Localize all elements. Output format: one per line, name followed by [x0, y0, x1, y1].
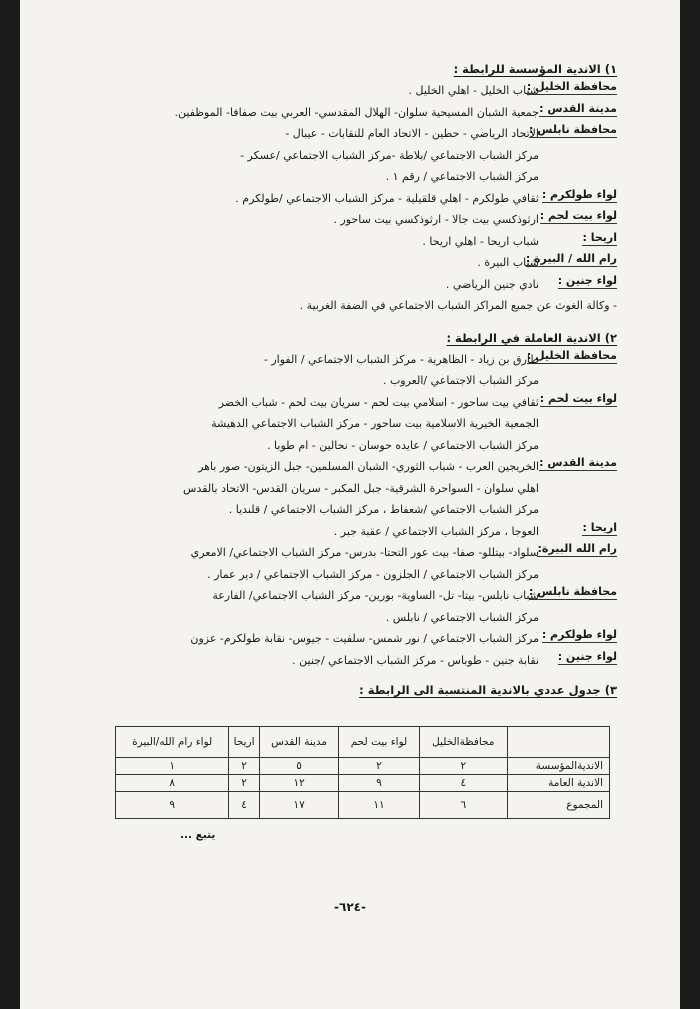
entry-line: مركز الشباب الاجتماعي / نور شمس- سلفيت - جيوس- نقابة طولكرم- عزون	[190, 632, 539, 645]
table-header-cell: محافظةالخليل	[419, 727, 507, 758]
entry-label	[539, 521, 617, 543]
section1-note: - وكالة الغوث عن جميع المراكز الشباب الاجتماعي في الضفة الغربية .	[299, 299, 617, 312]
entry-line: جمعية الشبان المسيحية سلوان- الهلال المقدسي- العربي بيت صفافا- الموظفين.	[174, 105, 539, 119]
table-cell: ٢	[339, 758, 419, 775]
entry-line: الجمعية الخيرية الاسلامية بيت ساحور - مركز الشباب الاجتماعي الدهيشة	[211, 417, 539, 430]
entry-line: طارق بن زياد - الظاهرية - مركز الشباب الاجتماعي / الفوار -	[263, 352, 539, 366]
entry-block	[95, 80, 617, 102]
entry-label	[539, 456, 617, 521]
entry-label-text: لواء طولكرم :	[541, 628, 617, 641]
entry-label-text: محافظة نابلس :	[529, 585, 617, 598]
entry-label-text: لواء جنين :	[557, 649, 617, 663]
entry-lines	[95, 650, 539, 672]
entry-label	[539, 188, 617, 210]
entry-label-text: محافظة نابلس :	[529, 123, 617, 136]
entry-line: مركز الشباب الاجتماعي / الجلزون - مركز الشباب الاجتماعي / دير عمار .	[207, 567, 539, 581]
entry-line: سلواد- بيتللو- صفا- بيت عور التحتا- بدرس- مركز الشباب الاجتماعي/ الامعري	[190, 546, 539, 559]
entry-label	[529, 585, 617, 628]
entry-label-text: اريحا :	[582, 520, 617, 534]
entry-line: العوجا ، مركز الشباب الاجتماعي / عقبة جبر .	[333, 524, 539, 538]
entry-block	[95, 188, 617, 210]
entry-label-text: لواء بيت لحم :	[539, 391, 617, 405]
entry-lines	[95, 585, 539, 628]
entry-lines	[95, 188, 539, 210]
table-header-cell: لواء رام الله/البيرة	[116, 727, 229, 758]
entry-block	[95, 650, 617, 672]
table-cell: ١٢	[259, 775, 338, 792]
entry-label	[526, 348, 617, 392]
entry-label	[539, 209, 617, 231]
entry-lines	[95, 274, 539, 296]
entry-line: اهلي سلوان - السواحرة الشرقية- جبل المكبر - سريان القدس- الاتحاد بالقدس	[183, 481, 539, 495]
entry-label-text: لواء بيت لحم :	[539, 209, 617, 222]
entry-line: ارثوذكسي بيت جالا - ارثوذكسي بيت ساحور .	[333, 213, 539, 226]
entry-label	[539, 542, 617, 585]
entry-label	[539, 231, 617, 253]
page-number: -٦٢٤-	[334, 900, 366, 914]
entry-label-text: اريحا :	[582, 230, 617, 244]
section2-title: ٢) الاندية العاملة في الرابطة :	[446, 330, 617, 345]
table-total-row	[116, 792, 610, 819]
entry-block	[95, 392, 617, 457]
entry-lines	[95, 392, 539, 457]
entry-block	[95, 123, 617, 188]
table-header-cell: اريحا	[229, 727, 260, 758]
entry-line: ثقافي بيت ساحور - اسلامي بيت لحم - سريان بيت لحم - شباب الخضر	[218, 395, 539, 409]
entry-label-text: مدينة القدس :	[539, 101, 617, 115]
entry-line: مركز الشباب الاجتماعي /بلاطة -مركز الشباب الاجتماعي /عسكر -	[240, 148, 539, 162]
entry-lines	[95, 456, 539, 521]
entry-label	[539, 628, 617, 650]
entry-lines	[95, 252, 539, 274]
document-page	[20, 0, 680, 1009]
entry-label	[529, 123, 617, 188]
entry-line: مركز الشباب الاجتماعي / عايده حوسان - نحالين - ام طوبا .	[267, 438, 539, 452]
table-cell: ١١	[339, 792, 419, 819]
entry-label-text: مدينة القدس :	[539, 456, 617, 469]
entry-lines	[95, 349, 539, 392]
section1-title: ١) الاندية المؤسسة للرابطة :	[453, 62, 617, 76]
table-row-label: الاندية العامة	[508, 775, 610, 792]
entry-block	[95, 585, 617, 628]
table-cell: ١٧	[259, 792, 338, 819]
entry-block	[95, 274, 617, 296]
table-cell: ٢	[419, 758, 507, 775]
entry-line: ثقافي طولكرم - اهلي قلقيلية - مركز الشباب الاجتماعي /طولكرم .	[235, 191, 539, 205]
table-row-label: الانديةالمؤسسة	[508, 758, 610, 775]
entry-line: شباب البيرة .	[477, 256, 539, 269]
entry-block	[95, 252, 617, 274]
entry-label	[539, 650, 617, 672]
table-cell: ٨	[116, 775, 229, 792]
entry-block	[95, 628, 617, 650]
entry-line: مركز الشباب الاجتماعي / نابلس .	[385, 610, 539, 624]
entry-lines	[95, 80, 539, 102]
entry-label-text: لواء طولكرم :	[541, 187, 617, 201]
entry-line: الاتحاد الرياضي - حطين - الاتحاد العام للنقابات - عيبال -	[285, 127, 539, 140]
entry-lines	[95, 628, 539, 650]
table-header-cell: لواء بيت لحم	[339, 727, 419, 758]
continue-note: يتبع ...	[180, 829, 216, 841]
entry-line: شباب اريحا - اهلي اريحا .	[422, 234, 539, 248]
entry-lines	[95, 231, 539, 253]
entry-label-text: محافظة الخليل :	[526, 348, 617, 362]
entry-label	[539, 392, 617, 457]
entry-line: مركز الشباب الاجتماعي /العروب .	[382, 374, 539, 387]
entry-label	[539, 102, 617, 124]
clubs-count-table	[115, 726, 610, 819]
table-cell: ٢	[229, 775, 260, 792]
entry-block	[95, 521, 617, 543]
entry-line: شباب الخليل - اهلي الخليل .	[408, 84, 539, 97]
table-cell: ٤	[229, 792, 260, 819]
entry-label	[525, 252, 617, 274]
entry-block	[95, 349, 617, 392]
entry-label-text: محافظة الخليل :	[526, 80, 617, 93]
entry-line: مركز الشباب الاجتماعي /شعفاط ، مركز الشباب الاجتماعي / قلنديا .	[228, 503, 539, 516]
entry-line: مركز الشباب الاجتماعي / رقم ١ .	[385, 170, 539, 183]
entry-line: نادي جنين الرياضي .	[445, 277, 539, 291]
entry-label	[539, 274, 617, 296]
entry-lines	[95, 521, 539, 543]
entry-label-text: رام الله البيرة:	[537, 542, 617, 555]
table-row	[116, 758, 610, 775]
section1-blocks	[95, 80, 617, 295]
document-content	[95, 62, 617, 701]
table-cell: ٩	[339, 775, 419, 792]
table-header-row	[116, 727, 610, 758]
entry-block	[95, 231, 617, 253]
table-cell: ٦	[419, 792, 507, 819]
entry-label-text: رام الله / البيرة :	[525, 252, 617, 265]
entry-lines	[95, 542, 539, 585]
entry-line: شباب نابلس- بيتا- تل- الساوية- بورين- مركز الشباب الاجتماعي/ الفارعة	[212, 589, 539, 602]
table-row	[116, 775, 610, 792]
table-cell: ٩	[116, 792, 229, 819]
table-total-label: المجموع	[508, 792, 610, 819]
table-header-cell: مدينة القدس	[259, 727, 338, 758]
table-cell: ٥	[259, 758, 338, 775]
entry-block	[95, 209, 617, 231]
table-header-cell	[508, 727, 610, 758]
entry-lines	[95, 209, 539, 231]
section2-blocks	[95, 349, 617, 672]
entry-label-text: لواء جنين :	[557, 273, 617, 287]
entry-block	[95, 542, 617, 585]
section3-title: ٣) جدول عددي بالاندية المنتسبة الى الرابطة :	[359, 683, 617, 697]
table-cell: ١	[116, 758, 229, 775]
entry-label	[526, 80, 617, 102]
entry-block	[95, 456, 617, 521]
entry-line: نقابة جنين - طوباس - مركز الشباب الاجتماعي /جنين .	[292, 653, 539, 667]
table-cell: ٢	[229, 758, 260, 775]
entry-block	[95, 102, 617, 124]
clubs-table-wrap	[115, 726, 610, 819]
entry-lines	[95, 102, 539, 124]
table-cell: ٤	[419, 775, 507, 792]
entry-lines	[95, 123, 539, 188]
entry-line: الخريجين العرب - شباب الثوري- الشبان المسلمين- جبل الزيتون- صور باهر	[198, 460, 539, 473]
